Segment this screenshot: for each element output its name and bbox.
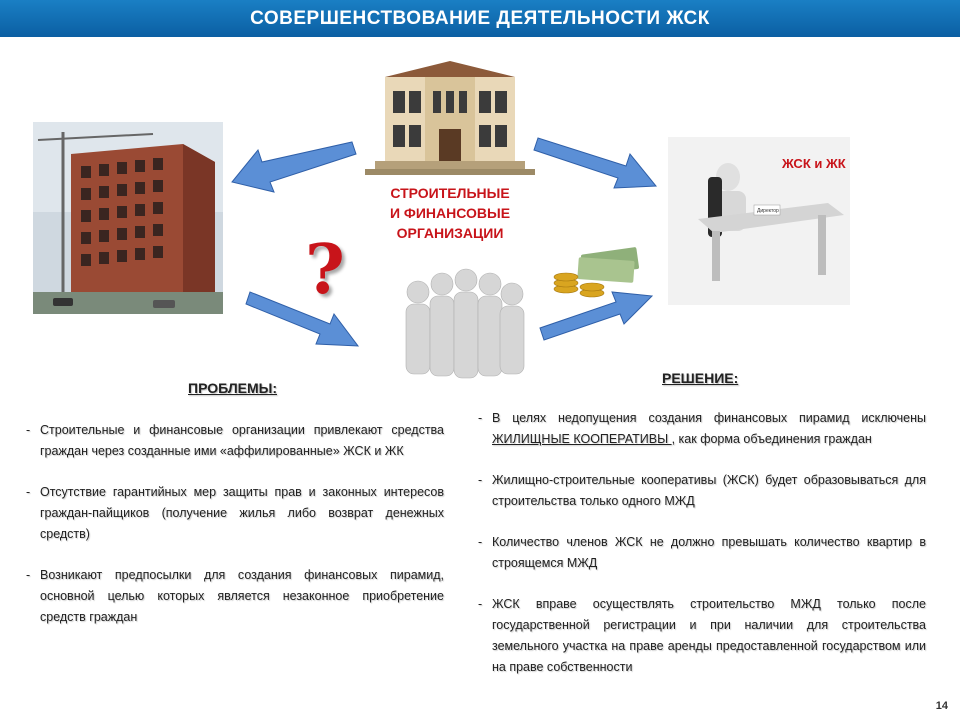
- solution-list: [476, 408, 926, 698]
- arrow-to-construction: [232, 132, 357, 192]
- arrow-right-down-icon: [534, 138, 659, 196]
- desk-sign-text: Директор: [757, 208, 779, 214]
- page-number: 14: [935, 700, 948, 712]
- list-item: - Отсутствие гарантийных мер защиты прав и законных интересов граждан-пайщиков (получение жилья либо возврат денежных средств): [24, 482, 444, 545]
- list-item: - Количество членов ЖСК не должно превышать количество квартир в строящемся МЖД: [476, 532, 926, 574]
- housing-cooperatives-term: ЖИЛИЩНЫЕ КООПЕРАТИВЫ: [492, 432, 672, 446]
- org-caption-line: СТРОИТЕЛЬНЫЕ: [390, 185, 510, 201]
- page-title: СОВЕРШЕНСТВОВАНИЕ ДЕЯТЕЛЬНОСТИ ЖСК: [0, 0, 960, 37]
- problems-list: [24, 420, 444, 648]
- construction-building-image: [33, 122, 223, 314]
- list-item: - Жилищно-строительные кооперативы (ЖСК) будет образовываться для строительства только одного МЖД: [476, 470, 926, 512]
- solution-item-text: , как форма объединения граждан: [671, 432, 872, 446]
- arrow-people-to-office: [540, 292, 655, 342]
- arrow-to-office: [534, 138, 659, 196]
- bank-building-drawing: [355, 57, 545, 179]
- organizations-caption: [360, 183, 540, 243]
- arrow-right-up-icon: [540, 292, 655, 342]
- problems-title: ПРОБЛЕМЫ:: [188, 380, 278, 396]
- list-item: [476, 408, 926, 450]
- arrow-left-up-icon: [232, 132, 357, 192]
- list-item: - Возникают предпосылки для создания финансовых пирамид, основной целью которых является незаконное приобретение средств граждан: [24, 565, 444, 628]
- list-item: - Строительные и финансовые организации привлекают средства граждан через созданные ими «аффилированные» ЖСК и ЖК: [24, 420, 444, 462]
- bank-building-image: [355, 57, 545, 179]
- people-group-drawing: [382, 262, 540, 402]
- construction-building-drawing: [33, 122, 223, 314]
- list-item: - ЖСК вправе осуществлять строительство МЖД только после государственной регистрации и при наличии для строительства земельного участка на праве аренды предоставленной государством или на праве собственности: [476, 594, 926, 678]
- solution-item-text: В целях недопущения создания финансовых пирамид исключены: [492, 411, 926, 425]
- org-caption-line: ОРГАНИЗАЦИИ: [396, 225, 504, 241]
- zhsk-label: ЖСК и ЖК: [782, 156, 846, 171]
- org-caption-line: И ФИНАНСОВЫЕ: [389, 205, 511, 221]
- people-group-image: [382, 262, 540, 402]
- question-mark: ?: [305, 230, 345, 310]
- solution-title: РЕШЕНИЕ:: [662, 370, 739, 386]
